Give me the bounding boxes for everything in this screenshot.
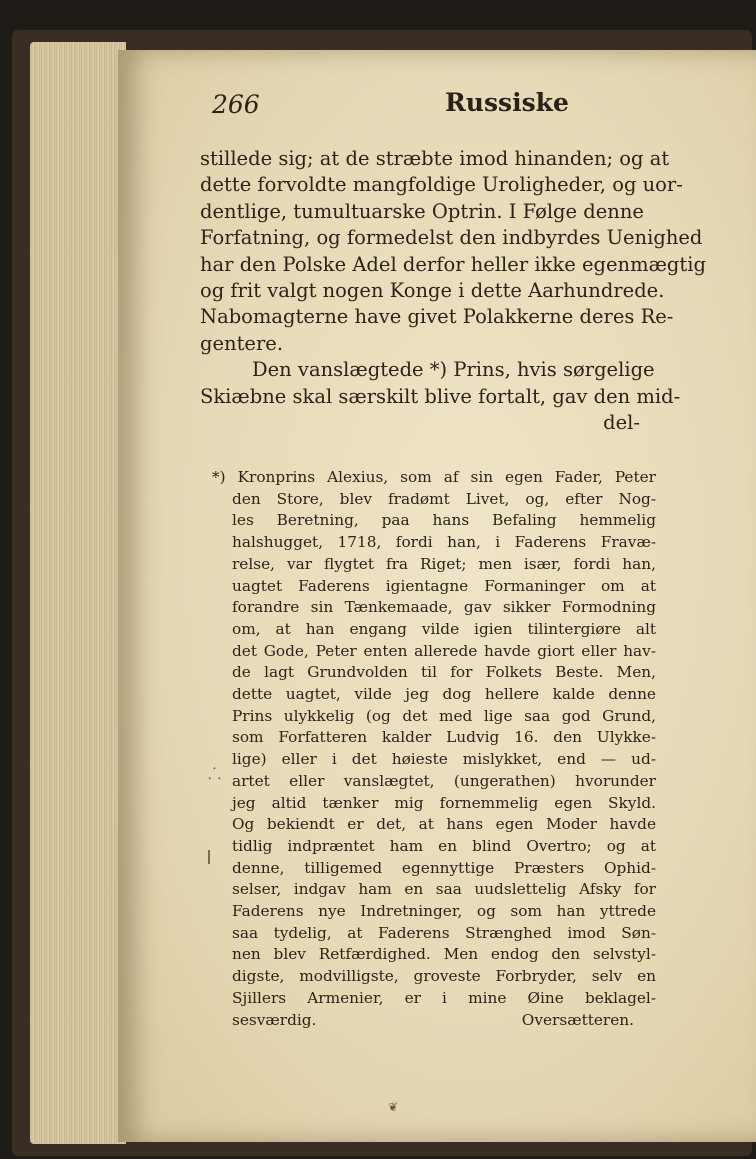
page-edges [30,42,126,1144]
footnote-line: digste, modvilligste, groveste Forbryder, selv en [232,967,656,986]
footnote-line: dette uagtet, vilde jeg dog hellere kalde denne [232,685,656,704]
footnote-line: Prins ulykkelig (og det med lige saa god Grund, [232,706,656,725]
footnote-line: *) Kronprins Alexius, som af sin egen Fader, Peter [212,468,656,486]
footnote-closing [232,1010,656,1032]
text-line: dentlige, tumultuarske Optrin. I Følge denne [200,199,644,223]
text-line: Forfatning, og formedelst den indbyrdes Uenighed [200,226,703,250]
text-line: dette forvoldte mangfoldige Uroligheder, og uor- [200,173,683,197]
text-line: og frit valgt nogen Konge i dette Aarhundrede. [200,279,665,303]
bottom-ornament: ❦ [388,1100,399,1114]
footnote-line: forandre sin Tænkemaade, gav sikker Formodning [232,598,656,617]
footnote-line: Faderens nye Indretninger, og som han yttrede [232,902,656,921]
translator-signature: Oversætteren. [521,1010,634,1029]
running-head: Russiske [445,88,569,117]
margin-mark: ⸫ [208,764,222,783]
text-line: Nabomagterne have givet Polakkerne deres Re- [200,305,674,329]
text-line: gentere. [200,331,284,355]
footnote-line: de lagt Grundvolden til for Folkets Beste. Men, [232,663,656,682]
text-line: Skiæbne skal særskilt blive fortalt, gav den mid- [200,384,681,408]
footnote-line: artet eller vanslægtet, (ungerathen) hvorunder [232,771,656,790]
footnote [212,467,656,1031]
footnote-line: tidlig indpræntet ham en blind Overtro; og at [232,836,656,855]
text-line: stillede sig; at de stræbte imod hinanden; og at [200,147,670,170]
footnote-line: Og bekiendt er det, at hans egen Moder havde [232,815,656,834]
footnote-line: denne, tilligemed egennyttige Præsters Ophid- [232,858,656,877]
catchword: del- [603,411,640,435]
footnote-line: relse, var flygtet fra Riget; men især, fordi han, [232,554,656,573]
footnote-last-line: sesværdig. [232,1010,317,1029]
footnote-line: det Gode, Peter enten allerede havde giort eller hav- [232,641,656,660]
text-line: har den Polske Adel derfor heller ikke egenmægtig [200,252,706,276]
footnote-line: saa tydelig, at Faderens Strænghed imod Søn- [232,923,656,942]
footnote-line: nen blev Retfærdighed. Men endog den selvstyl- [232,945,656,964]
footnote-line: om, at han engang vilde igien tilintergiøre alt [232,619,656,638]
footnote-line: selser, indgav ham en saa uudslettelig Afsky for [232,880,656,899]
footnote-line: Sjillers Armenier, er i mine Øine beklagel- [232,988,656,1007]
main-text [200,146,706,436]
page-number: 266 [212,90,260,119]
footnote-line: les Beretning, paa hans Befaling hemmelig [232,511,656,530]
footnote-line: jeg altid tænker mig fornemmelig egen Skyld. [232,793,656,812]
footnote-line: halshugget, 1718, fordi han, i Faderens Fravæ- [232,533,656,552]
text-line: Den vanslægtede *) Prins, hvis sørgelige [252,358,655,382]
footnote-line: uagtet Faderens igientagne Formaninger om at [232,576,656,595]
footnote-line: den Store, blev fradømt Livet, og, efter Nog- [232,489,656,508]
margin-bar [208,850,210,864]
footnote-line: lige) eller i det høieste mislykket, end — ud- [232,750,656,769]
footnote-line: som Forfatteren kalder Ludvig 16. den Ulykke- [232,728,656,747]
